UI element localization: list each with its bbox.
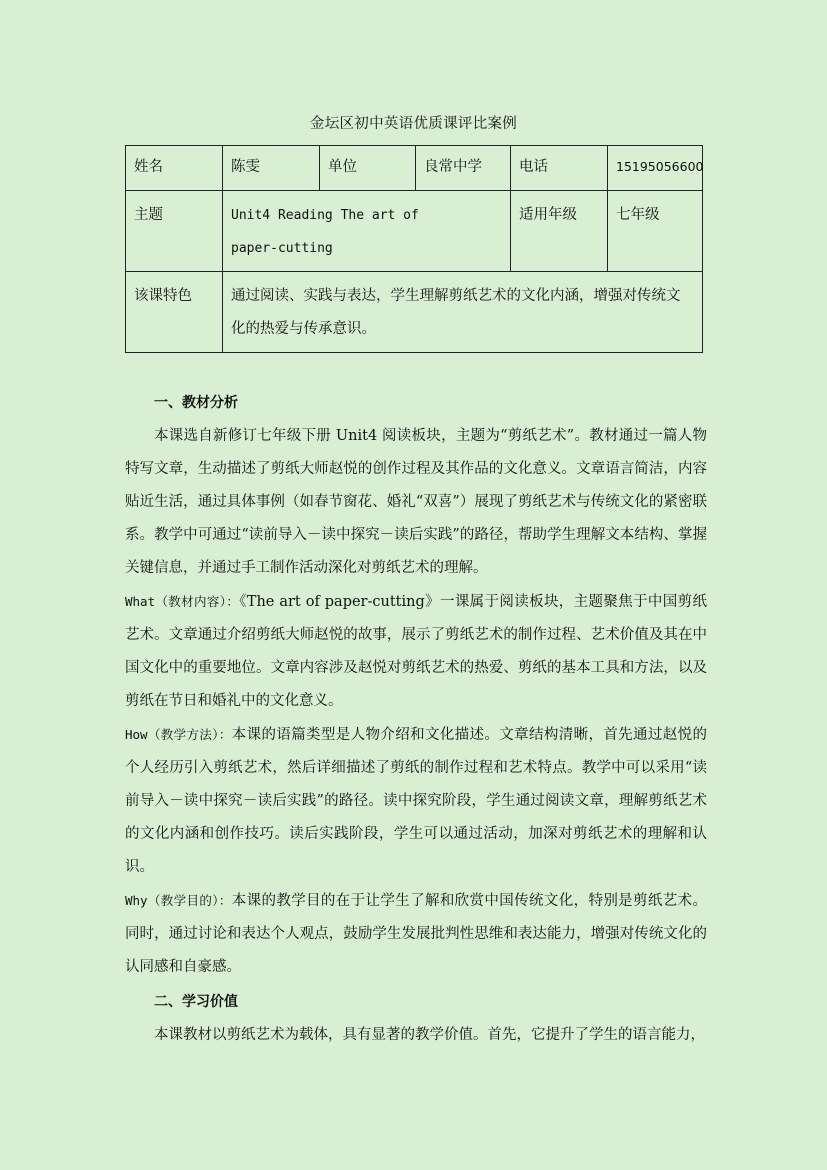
why-text: 本课的教学目的在于让学生了解和欣赏中国传统文化，特别是剪纸艺术。同时，通过讨论和表达个人观点，鼓励学生发展批判性思维和表达能力，增强对传统文化的认同感和自豪感。 [125,893,707,975]
what-label: What（教材内容）： [125,594,240,609]
topic-label-cell: 主题 [126,191,223,272]
phone-value-cell: 15195056600 [608,146,703,191]
info-table [125,145,703,353]
feature-value-cell: 通过阅读、实践与表达，学生理解剪纸艺术的文化内涵，增强对传统文化的热爱与传承意识。 [223,272,703,353]
section-heading: 一、教材分析 [154,395,238,411]
what-text: 《The art of paper-cutting》一课属于阅读板块，主题聚焦于中国剪纸艺术。文章通过介绍剪纸大师赵悦的故事，展示了剪纸艺术的制作过程、艺术价值及其在中国文化中的重要地位。文章内容涉及赵悦对剪纸艺术的热爱、剪纸的基本工具和方法，以及剪纸在节日和婚礼中的文化意义。 [125,594,707,709]
how-paragraph [125,718,707,884]
phone-label-cell: 电话 [511,146,608,191]
section-heading: 二、学习价值 [154,994,238,1010]
section-learning-value [125,986,707,1052]
table-row [126,146,703,191]
paragraph: 本课选自新修订七年级下册 Unit4 阅读板块，主题为“剪纸艺术”。教材通过一篇人物特写文章，生动描述了剪纸大师赵悦的创作过程及其作品的文化意义。文章语言简洁，内容贴近生活，通过具体事例（如春节窗花、婚礼“双喜”）展现了剪纸艺术与传统文化的紧密联系。教学中可通过“读前导入－读中探究－读后实践”的路径，帮助学生理解文本结构、掌握关键信息，并通过手工制作活动深化对剪纸艺术的理解。 [125,428,707,576]
name-value-cell: 陈雯 [223,146,320,191]
how-label: How（教学方法）： [125,727,232,742]
feature-label-cell: 该课特色 [126,272,223,353]
unit-value-cell: 良常中学 [416,146,511,191]
paragraph: 本课教材以剪纸艺术为载体，具有显著的教学价值。首先，它提升了学生的语言能力， [154,1027,705,1043]
table-row [126,191,703,272]
document-title: 金坛区初中英语优质课评比案例 [309,116,518,132]
table-row [126,272,703,353]
grade-value-cell: 七年级 [608,191,703,272]
grade-label-cell: 适用年级 [511,191,608,272]
what-paragraph [125,585,707,718]
topic-value-cell: Unit4 Reading The art of paper-cutting [223,191,511,272]
unit-label-cell: 单位 [320,146,416,191]
why-label: Why（教学目的）： [125,893,232,908]
how-text: 本课的语篇类型是人物介绍和文化描述。文章结构清晰，首先通过赵悦的个人经历引入剪纸艺术，然后详细描述了剪纸的制作过程和艺术特点。教学中可以采用“读前导入－读中探究－读后实践”的路径。读中探究阶段，学生通过阅读文章，理解剪纸艺术的文化内涵和创作技巧。读后实践阶段，学生可以通过活动，加深对剪纸艺术的理解和认识。 [125,727,707,875]
section-teaching-material [125,387,707,984]
why-paragraph [125,884,707,984]
name-label-cell: 姓名 [126,146,223,191]
